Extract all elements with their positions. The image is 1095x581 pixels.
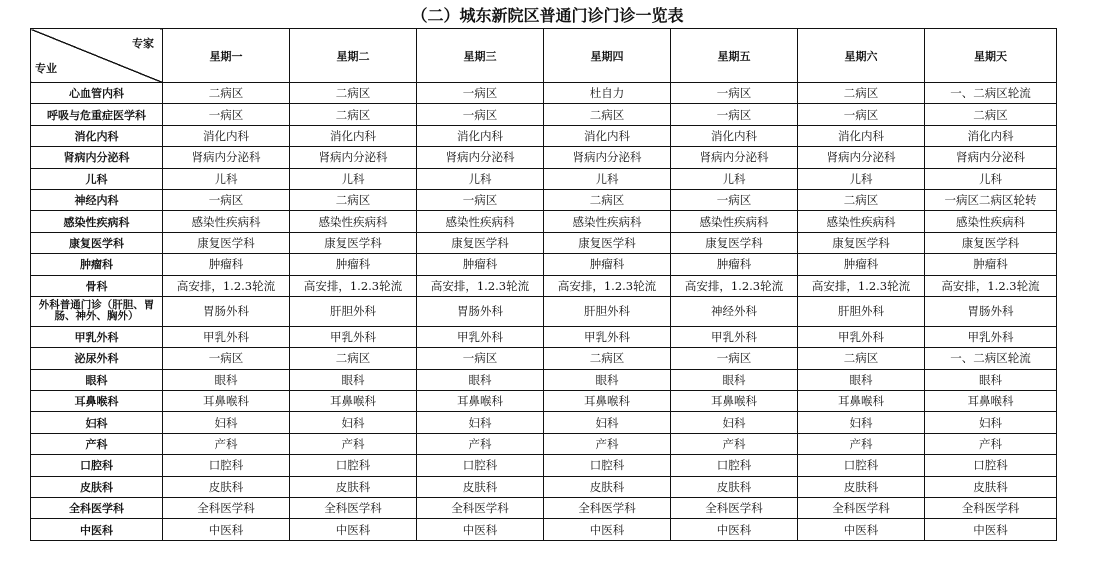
schedule-cell: 高安排，1.2.3轮流	[671, 275, 798, 296]
schedule-cell: 杜自力	[544, 83, 671, 104]
schedule-cell: 肿瘤科	[798, 254, 925, 275]
department-cell: 妇科	[31, 412, 163, 433]
schedule-cell: 感染性疾病科	[290, 211, 417, 232]
department-cell: 神经内科	[31, 189, 163, 210]
corner-label-expert: 专家	[132, 37, 154, 50]
schedule-cell: 口腔科	[544, 455, 671, 476]
department-cell: 心血管内科	[31, 83, 163, 104]
schedule-cell: 胃肠外科	[417, 296, 544, 326]
schedule-cell: 二病区	[290, 104, 417, 125]
schedule-cell: 一病区	[417, 104, 544, 125]
schedule-cell: 全科医学科	[163, 498, 290, 519]
department-cell: 泌尿外科	[31, 348, 163, 369]
schedule-cell: 高安排，1.2.3轮流	[544, 275, 671, 296]
schedule-cell: 中医科	[290, 519, 417, 540]
schedule-cell: 耳鼻喉科	[163, 391, 290, 412]
schedule-cell: 一病区	[417, 348, 544, 369]
schedule-cell: 二病区	[163, 83, 290, 104]
schedule-cell: 全科医学科	[671, 498, 798, 519]
schedule-cell: 皮肤科	[417, 476, 544, 497]
schedule-cell: 一病区	[798, 104, 925, 125]
schedule-cell: 二病区	[290, 83, 417, 104]
schedule-cell: 胃肠外科	[163, 296, 290, 326]
schedule-cell: 一、二病区轮流	[925, 83, 1057, 104]
schedule-cell: 一病区	[671, 189, 798, 210]
schedule-cell: 皮肤科	[798, 476, 925, 497]
schedule-cell: 全科医学科	[798, 498, 925, 519]
header-row	[31, 29, 1057, 83]
schedule-cell: 肿瘤科	[290, 254, 417, 275]
schedule-cell: 康复医学科	[671, 232, 798, 253]
table-row	[31, 254, 1057, 275]
department-cell: 肾病内分泌科	[31, 147, 163, 168]
schedule-cell: 感染性疾病科	[163, 211, 290, 232]
schedule-cell: 康复医学科	[417, 232, 544, 253]
schedule-cell: 耳鼻喉科	[417, 391, 544, 412]
schedule-cell: 全科医学科	[544, 498, 671, 519]
schedule-cell: 中医科	[417, 519, 544, 540]
table-row	[31, 412, 1057, 433]
schedule-cell: 肾病内分泌科	[671, 147, 798, 168]
department-cell: 皮肤科	[31, 476, 163, 497]
schedule-cell: 皮肤科	[290, 476, 417, 497]
schedule-cell: 产科	[671, 433, 798, 454]
schedule-cell: 康复医学科	[798, 232, 925, 253]
schedule-cell: 口腔科	[925, 455, 1057, 476]
day-header: 星期四	[544, 29, 671, 83]
schedule-cell: 二病区	[798, 83, 925, 104]
schedule-cell: 儿科	[798, 168, 925, 189]
day-header: 星期六	[798, 29, 925, 83]
table-row	[31, 125, 1057, 146]
schedule-cell: 眼科	[290, 369, 417, 390]
schedule-cell: 消化内科	[163, 125, 290, 146]
schedule-cell: 高安排，1.2.3轮流	[417, 275, 544, 296]
table-row	[31, 326, 1057, 347]
day-header: 星期一	[163, 29, 290, 83]
schedule-cell: 康复医学科	[163, 232, 290, 253]
schedule-cell: 一病区	[163, 189, 290, 210]
schedule-cell: 肿瘤科	[544, 254, 671, 275]
schedule-cell: 高安排，1.2.3轮流	[163, 275, 290, 296]
department-cell: 康复医学科	[31, 232, 163, 253]
schedule-cell: 口腔科	[163, 455, 290, 476]
table-row	[31, 189, 1057, 210]
schedule-cell: 感染性疾病科	[798, 211, 925, 232]
schedule-body	[31, 83, 1057, 541]
schedule-cell: 消化内科	[671, 125, 798, 146]
schedule-cell: 耳鼻喉科	[798, 391, 925, 412]
department-cell: 儿科	[31, 168, 163, 189]
schedule-cell: 胃肠外科	[925, 296, 1057, 326]
schedule-cell: 高安排，1.2.3轮流	[925, 275, 1057, 296]
schedule-cell: 感染性疾病科	[671, 211, 798, 232]
department-cell: 外科普通门诊（肝胆、胃肠、神外、胸外）	[31, 296, 163, 326]
schedule-cell: 肾病内分泌科	[798, 147, 925, 168]
schedule-cell: 肿瘤科	[671, 254, 798, 275]
schedule-cell: 产科	[290, 433, 417, 454]
schedule-cell: 口腔科	[417, 455, 544, 476]
department-cell: 口腔科	[31, 455, 163, 476]
schedule-cell: 二病区	[290, 348, 417, 369]
schedule-cell: 中医科	[163, 519, 290, 540]
department-cell: 呼吸与危重症医学科	[31, 104, 163, 125]
schedule-cell: 皮肤科	[163, 476, 290, 497]
table-row	[31, 83, 1057, 104]
department-cell: 眼科	[31, 369, 163, 390]
schedule-cell: 全科医学科	[417, 498, 544, 519]
department-cell: 肿瘤科	[31, 254, 163, 275]
schedule-cell: 口腔科	[290, 455, 417, 476]
schedule-cell: 一病区	[671, 348, 798, 369]
schedule-table	[30, 28, 1057, 541]
schedule-cell: 感染性疾病科	[925, 211, 1057, 232]
table-row	[31, 433, 1057, 454]
schedule-cell: 皮肤科	[544, 476, 671, 497]
schedule-cell: 产科	[163, 433, 290, 454]
schedule-cell: 甲乳外科	[163, 326, 290, 347]
page-title: （二）城东新院区普通门诊门诊一览表	[411, 6, 684, 25]
table-row	[31, 498, 1057, 519]
schedule-cell: 儿科	[163, 168, 290, 189]
schedule-cell: 一病区	[671, 83, 798, 104]
table-row	[31, 391, 1057, 412]
schedule-cell: 消化内科	[417, 125, 544, 146]
schedule-cell: 肝胆外科	[798, 296, 925, 326]
schedule-cell: 产科	[798, 433, 925, 454]
day-header: 星期二	[290, 29, 417, 83]
table-row	[31, 275, 1057, 296]
table-row	[31, 211, 1057, 232]
schedule-cell: 一病区二病区轮转	[925, 189, 1057, 210]
schedule-cell: 甲乳外科	[417, 326, 544, 347]
schedule-cell: 肾病内分泌科	[544, 147, 671, 168]
schedule-cell: 妇科	[671, 412, 798, 433]
schedule-cell: 耳鼻喉科	[671, 391, 798, 412]
schedule-cell: 耳鼻喉科	[925, 391, 1057, 412]
schedule-cell: 产科	[417, 433, 544, 454]
schedule-cell: 消化内科	[544, 125, 671, 146]
schedule-cell: 皮肤科	[671, 476, 798, 497]
department-cell: 感染性疾病科	[31, 211, 163, 232]
schedule-cell: 二病区	[544, 104, 671, 125]
schedule-cell: 儿科	[925, 168, 1057, 189]
schedule-cell: 眼科	[671, 369, 798, 390]
schedule-cell: 肿瘤科	[417, 254, 544, 275]
schedule-cell: 口腔科	[671, 455, 798, 476]
schedule-cell: 二病区	[798, 348, 925, 369]
schedule-cell: 眼科	[163, 369, 290, 390]
schedule-cell: 肿瘤科	[163, 254, 290, 275]
schedule-cell: 眼科	[544, 369, 671, 390]
schedule-cell: 消化内科	[290, 125, 417, 146]
schedule-cell: 妇科	[290, 412, 417, 433]
schedule-cell: 皮肤科	[925, 476, 1057, 497]
schedule-cell: 甲乳外科	[544, 326, 671, 347]
schedule-cell: 一病区	[671, 104, 798, 125]
schedule-cell: 眼科	[798, 369, 925, 390]
schedule-cell: 一病区	[417, 83, 544, 104]
schedule-cell: 妇科	[163, 412, 290, 433]
schedule-cell: 中医科	[544, 519, 671, 540]
schedule-cell: 肾病内分泌科	[163, 147, 290, 168]
schedule-cell: 二病区	[544, 189, 671, 210]
schedule-cell: 产科	[925, 433, 1057, 454]
schedule-cell: 耳鼻喉科	[290, 391, 417, 412]
schedule-cell: 二病区	[290, 189, 417, 210]
department-cell: 消化内科	[31, 125, 163, 146]
schedule-cell: 神经外科	[671, 296, 798, 326]
schedule-cell: 眼科	[925, 369, 1057, 390]
schedule-cell: 儿科	[290, 168, 417, 189]
department-cell: 中医科	[31, 519, 163, 540]
schedule-cell: 一、二病区轮流	[925, 348, 1057, 369]
schedule-cell: 妇科	[544, 412, 671, 433]
schedule-cell: 甲乳外科	[798, 326, 925, 347]
schedule-cell: 全科医学科	[925, 498, 1057, 519]
corner-label-department: 专业	[35, 62, 57, 75]
day-header: 星期天	[925, 29, 1057, 83]
day-header: 星期三	[417, 29, 544, 83]
department-cell: 甲乳外科	[31, 326, 163, 347]
day-header: 星期五	[671, 29, 798, 83]
table-row	[31, 455, 1057, 476]
schedule-cell: 肾病内分泌科	[925, 147, 1057, 168]
schedule-cell: 全科医学科	[290, 498, 417, 519]
schedule-cell: 中医科	[671, 519, 798, 540]
schedule-cell: 甲乳外科	[671, 326, 798, 347]
schedule-cell: 肾病内分泌科	[417, 147, 544, 168]
schedule-cell: 一病区	[417, 189, 544, 210]
schedule-cell: 康复医学科	[290, 232, 417, 253]
schedule-cell: 甲乳外科	[925, 326, 1057, 347]
schedule-cell: 甲乳外科	[290, 326, 417, 347]
schedule-cell: 妇科	[925, 412, 1057, 433]
corner-header-cell	[31, 29, 163, 83]
schedule-cell: 产科	[544, 433, 671, 454]
table-row	[31, 476, 1057, 497]
schedule-cell: 儿科	[544, 168, 671, 189]
schedule-cell: 妇科	[417, 412, 544, 433]
schedule-cell: 儿科	[671, 168, 798, 189]
department-cell: 耳鼻喉科	[31, 391, 163, 412]
table-row	[31, 168, 1057, 189]
schedule-cell: 感染性疾病科	[417, 211, 544, 232]
schedule-cell: 中医科	[798, 519, 925, 540]
table-row	[31, 232, 1057, 253]
schedule-cell: 康复医学科	[925, 232, 1057, 253]
schedule-cell: 眼科	[417, 369, 544, 390]
department-cell: 骨科	[31, 275, 163, 296]
schedule-cell: 肾病内分泌科	[290, 147, 417, 168]
table-row	[31, 519, 1057, 540]
table-row	[31, 348, 1057, 369]
schedule-cell: 妇科	[798, 412, 925, 433]
schedule-cell: 感染性疾病科	[544, 211, 671, 232]
schedule-cell: 高安排，1.2.3轮流	[290, 275, 417, 296]
schedule-cell: 一病区	[163, 104, 290, 125]
schedule-cell: 肝胆外科	[290, 296, 417, 326]
schedule-cell: 康复医学科	[544, 232, 671, 253]
table-row	[31, 147, 1057, 168]
schedule-cell: 中医科	[925, 519, 1057, 540]
schedule-cell: 消化内科	[798, 125, 925, 146]
schedule-cell: 二病区	[798, 189, 925, 210]
department-cell: 全科医学科	[31, 498, 163, 519]
table-row	[31, 296, 1057, 326]
table-row	[31, 369, 1057, 390]
table-row	[31, 104, 1057, 125]
schedule-cell: 肿瘤科	[925, 254, 1057, 275]
schedule-cell: 二病区	[544, 348, 671, 369]
schedule-cell: 肝胆外科	[544, 296, 671, 326]
schedule-cell: 儿科	[417, 168, 544, 189]
schedule-cell: 高安排，1.2.3轮流	[798, 275, 925, 296]
department-cell: 产科	[31, 433, 163, 454]
schedule-cell: 耳鼻喉科	[544, 391, 671, 412]
schedule-cell: 一病区	[163, 348, 290, 369]
schedule-cell: 消化内科	[925, 125, 1057, 146]
schedule-cell: 口腔科	[798, 455, 925, 476]
schedule-cell: 二病区	[925, 104, 1057, 125]
